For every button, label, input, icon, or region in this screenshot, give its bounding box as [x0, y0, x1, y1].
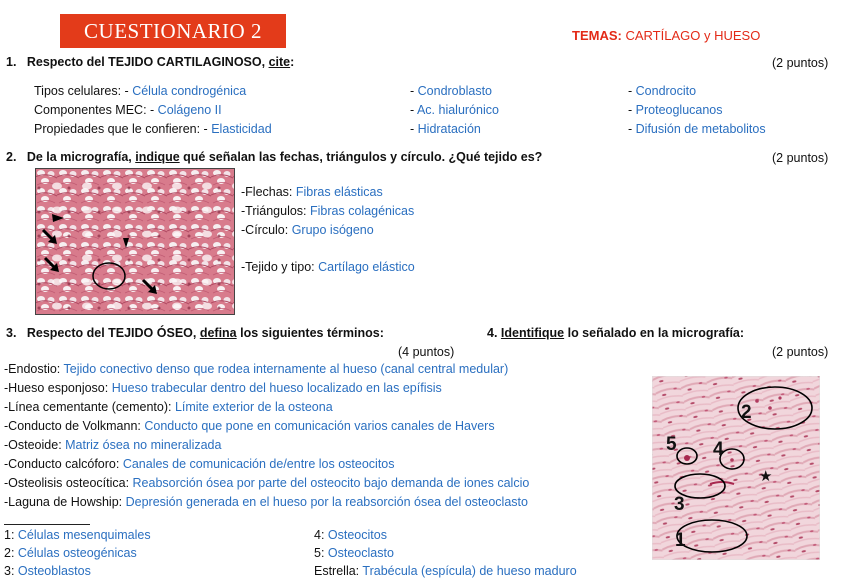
question-2-points: (2 puntos) [772, 151, 829, 165]
bone-label-2: 2 [741, 402, 752, 423]
q2-answer-triangles: -Triángulos: Fibras colagénicas [241, 204, 415, 218]
q1-row-cell-types-3: - Condrocito [628, 84, 697, 98]
q4-item-1: 1: Células mesenquimales [4, 528, 151, 542]
bone-label-3: 3 [674, 494, 685, 515]
q4-item-2: 2: Células osteogénicas [4, 546, 137, 560]
bone-label-4: 4 [713, 439, 724, 460]
q2-answer-tissue: -Tejido y tipo: Cartílago elástico [241, 260, 415, 274]
bone-label-5: 5 [666, 434, 677, 455]
bone-micrograph-image [652, 376, 820, 560]
cartilage-micrograph-image [35, 168, 235, 315]
question-4-heading: 4. Identifique lo señalado en la micrografía: [487, 326, 745, 340]
q4-item-star: Estrella: Trabécula (espícula) de hueso maduro [314, 564, 577, 578]
q1-row-cell-types-2: - Condroblasto [410, 84, 492, 98]
bone-label-1: 1 [675, 530, 686, 551]
question-4-points: (2 puntos) [772, 345, 829, 359]
star-icon: ★ [759, 467, 773, 485]
q4-item-4: 4: Osteocitos [314, 528, 387, 542]
question-3-heading: 3. Respecto del TEJIDO ÓSEO, defina los siguientes términos: [6, 326, 384, 340]
term-linea-cementante: -Línea cementante (cemento): Límite exterior de la osteona [4, 400, 333, 414]
cartilage-micrograph [35, 168, 235, 315]
q1-row-properties: Propiedades que le confieren: - Elasticidad [34, 122, 272, 136]
q2-answer-circle: -Círculo: Grupo isógeno [241, 223, 374, 237]
q4-item-3: 3: Osteoblastos [4, 564, 91, 578]
page-title: CUESTIONARIO 2 [60, 14, 286, 48]
term-endostio: -Endostio: Tejido conectivo denso que rodea internamente al hueso (canal central medular) [4, 362, 509, 376]
q4-item-5: 5: Osteoclasto [314, 546, 394, 560]
term-conducto-volkmann: -Conducto de Volkmann: Conducto que pone en comunicación varios canales de Havers [4, 419, 495, 433]
question-1-heading: 1. Respecto del TEJIDO CARTILAGINOSO, cite: [6, 55, 295, 69]
term-osteoide: -Osteoide: Matriz ósea no mineralizada [4, 438, 222, 452]
term-hueso-esponjoso: -Hueso esponjoso: Hueso trabecular dentro del hueso localizado en las epífisis [4, 381, 442, 395]
q2-answer-arrows: -Flechas: Fibras elásticas [241, 185, 383, 199]
topics-line: TEMAS: CARTÍLAGO y HUESO [572, 28, 761, 43]
term-conducto-calcoforo: -Conducto calcóforo: Canales de comunicación de/entre los osteocitos [4, 457, 395, 471]
term-osteolisis: -Osteolisis osteocítica: Reabsorción ósea por parte del osteocito bajo demanda de iones calcio [4, 476, 530, 490]
question-3-points: (4 puntos) [398, 345, 455, 359]
q1-row-properties-3: - Difusión de metabolitos [628, 122, 766, 136]
footnote-divider [4, 524, 90, 525]
q1-row-mec-3: - Proteoglucanos [628, 103, 723, 117]
term-laguna-howship: -Laguna de Howship: Depresión generada en el hueso por la reabsorción ósea del osteoclasto [4, 495, 528, 509]
bone-micrograph [652, 376, 820, 560]
q1-row-cell-types: Tipos celulares: - Célula condrogénica [34, 84, 247, 98]
q1-row-mec: Componentes MEC: - Colágeno II [34, 103, 222, 117]
q1-row-properties-2: - Hidratación [410, 122, 481, 136]
question-2-heading: 2. De la micrografía, indique qué señalan las fechas, triángulos y círculo. ¿Qué tejido es? [6, 150, 543, 164]
question-1-points: (2 puntos) [772, 56, 829, 70]
q1-row-mec-2: - Ac. hialurónico [410, 103, 499, 117]
